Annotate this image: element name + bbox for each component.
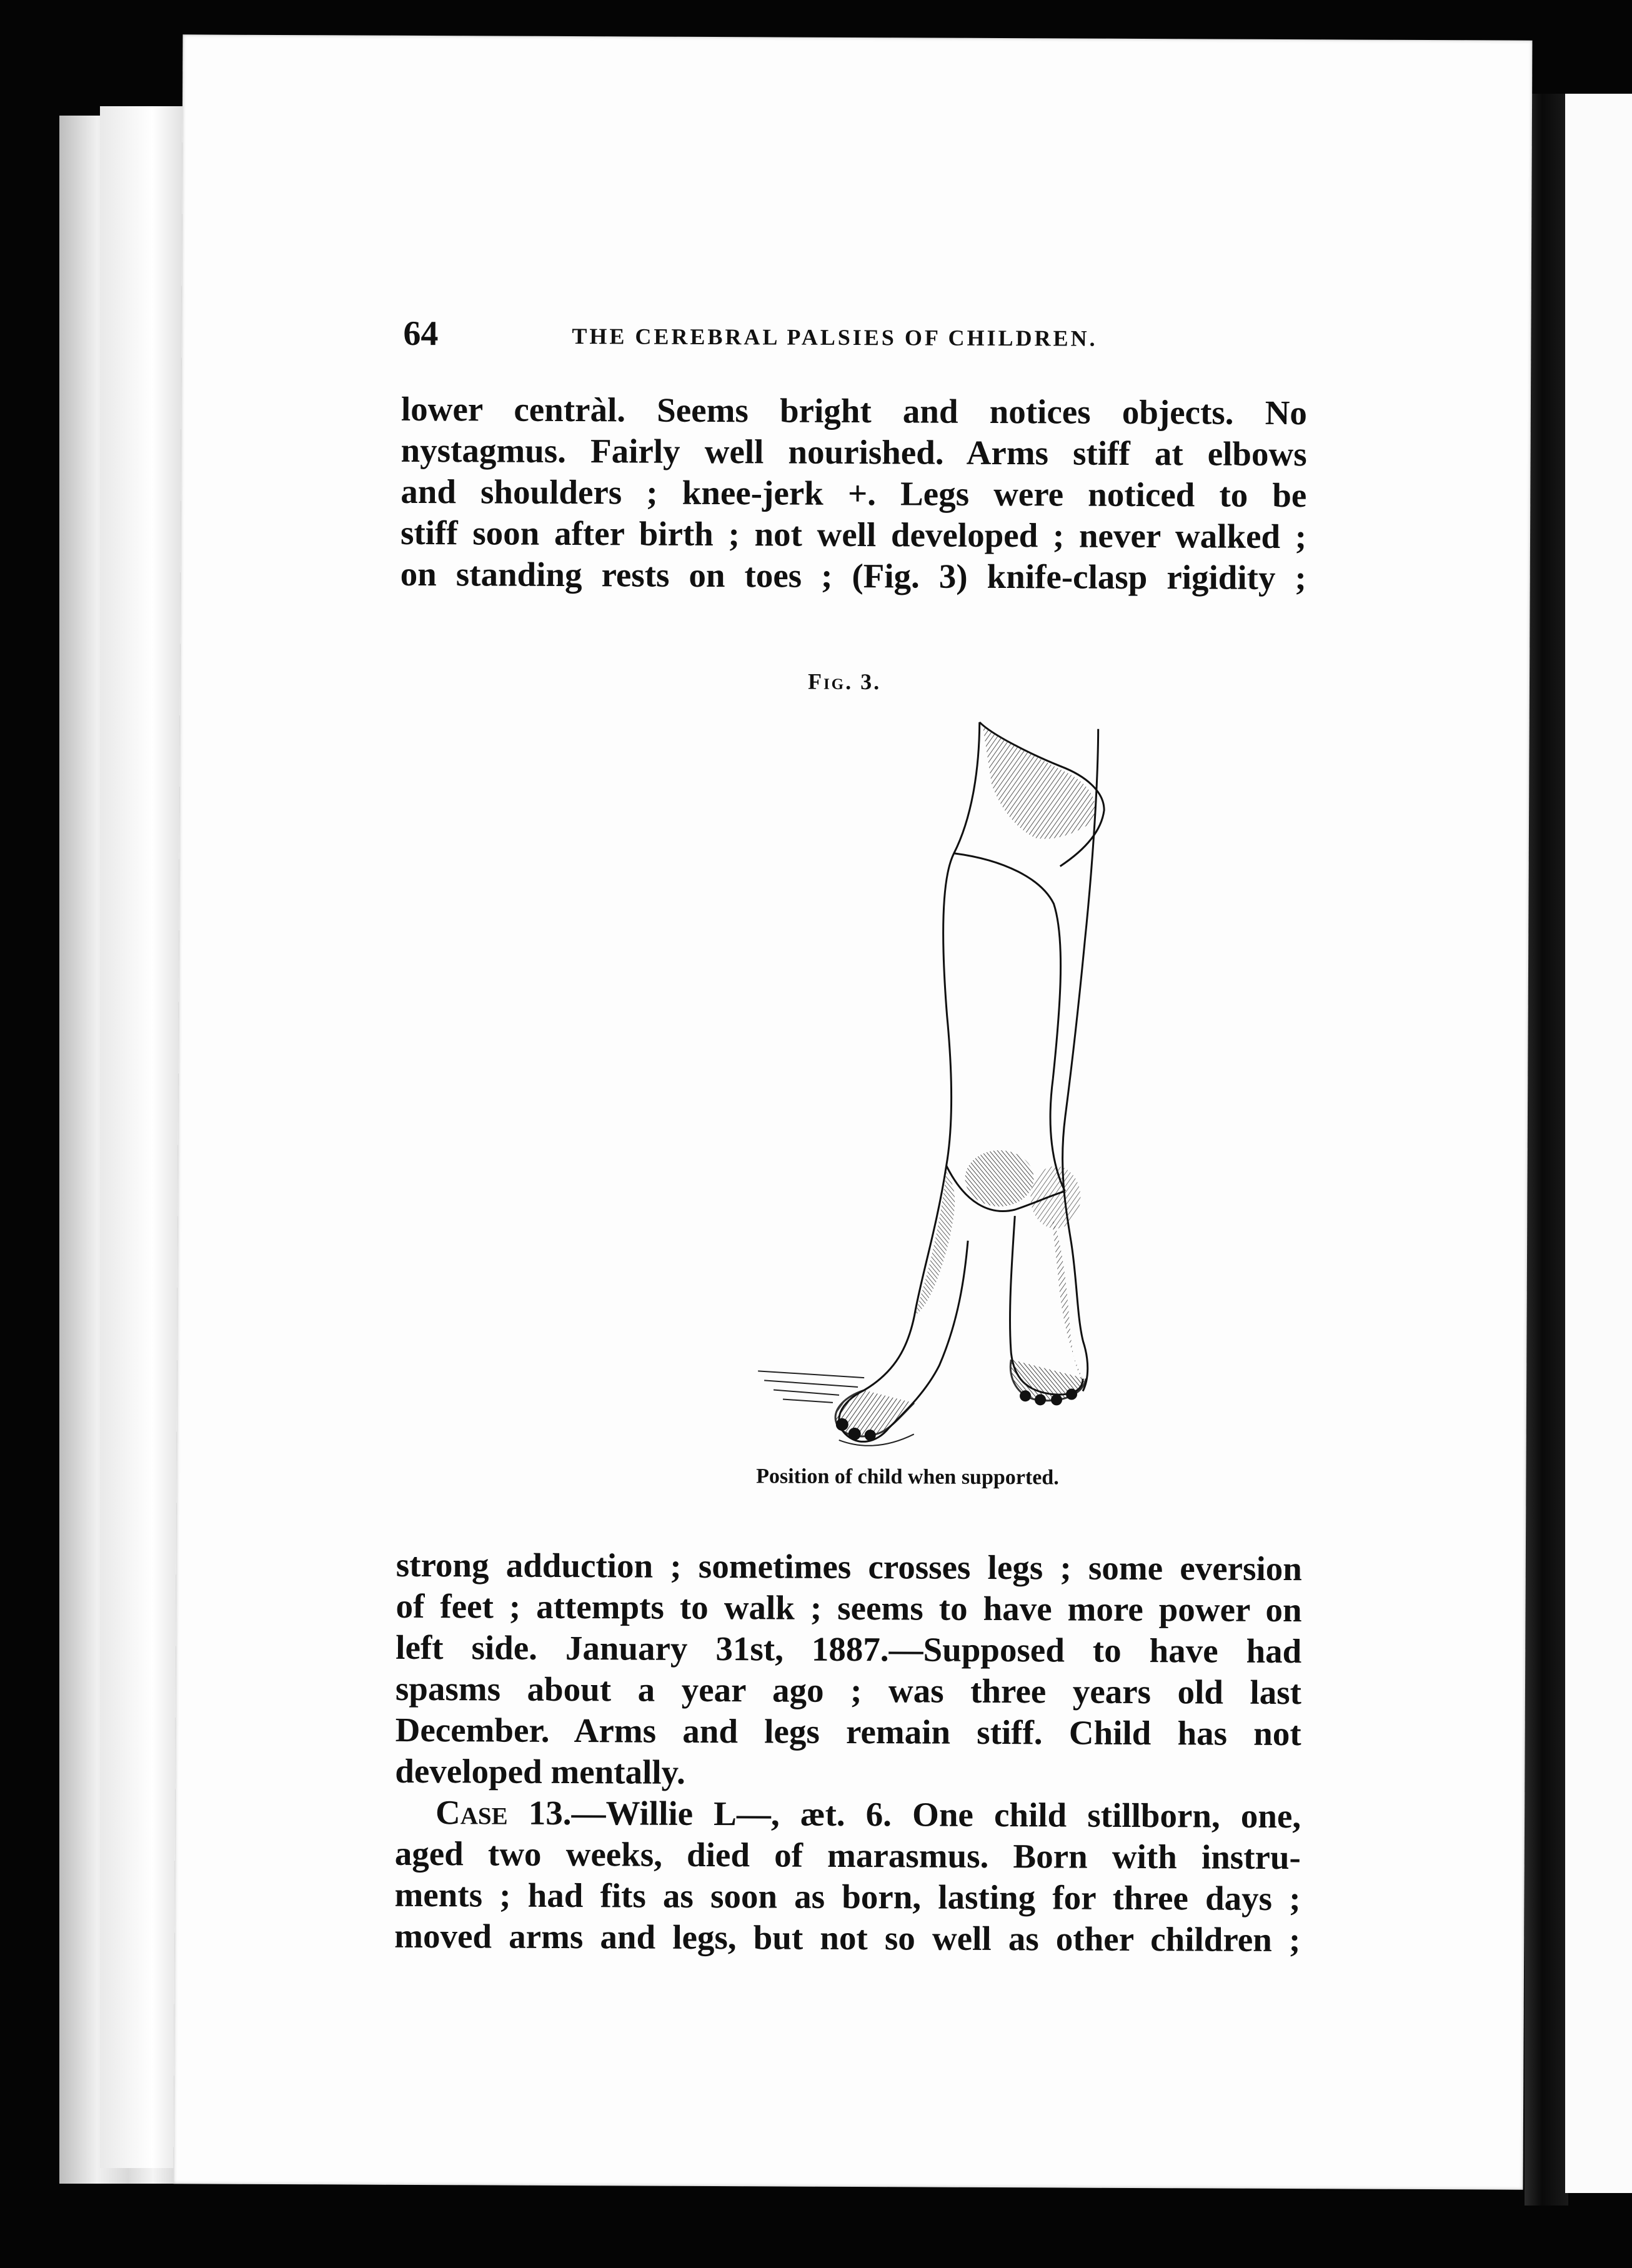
book-page	[174, 34, 1533, 2189]
paragraph-before-figure	[401, 389, 1307, 599]
text-line: of feet ; attempts to walk ; seems to have more power on	[396, 1586, 1302, 1629]
text-line: moved arms and legs, but not so well as other children ;	[394, 1916, 1301, 1959]
text-line: December. Arms and legs remain stiff. Child has not	[395, 1710, 1301, 1753]
text-line: left side. January 31st, 1887.—Supposed to have had	[396, 1628, 1302, 1671]
text-line: spasms about a year ago ; was three years old last	[395, 1669, 1302, 1712]
page-number: 64	[403, 314, 439, 354]
text-line: developed mentally.	[395, 1751, 685, 1791]
legs-engraving	[652, 715, 1167, 1467]
case-13-first-line	[395, 1792, 1301, 1837]
next-page-sliver	[1565, 94, 1632, 2193]
book-gutter	[1525, 94, 1568, 2206]
text-line: stiff soon after birth ; not well developed ; never walked ;	[400, 513, 1307, 556]
text-line: aged two weeks, died of marasmus. Born with instru-	[394, 1834, 1301, 1877]
running-head	[403, 314, 1490, 369]
text-line: strong adduction ; sometimes crosses legs ; some eversion	[396, 1545, 1302, 1588]
text-line: nystagmus. Fairly well nourished. Arms stiff at elbows	[401, 430, 1307, 474]
text-line: lower centràl. Seems bright and notices objects. No	[401, 389, 1308, 432]
figure-legs-illustration	[652, 715, 1167, 1467]
text-line: ments ; had fits as soon as born, lasting for three days ;	[394, 1875, 1301, 1918]
case-13-line: —Willie L—, æt. 6. One child stillborn, one,	[571, 1794, 1301, 1836]
figure-label: Fig. 3.	[807, 669, 882, 695]
text-line: and shoulders ; knee-jerk +. Legs were noticed to be	[401, 472, 1307, 515]
paragraph-after-figure	[394, 1544, 1302, 1961]
figure-caption: Position of child when supported.	[756, 1465, 1059, 1490]
case-heading: Case 13.	[435, 1793, 572, 1833]
running-title: THE CEREBRAL PALSIES OF CHILDREN.	[572, 324, 1098, 351]
text-line: on standing rests on toes ; (Fig. 3) knife-clasp rigidity ;	[400, 554, 1306, 597]
